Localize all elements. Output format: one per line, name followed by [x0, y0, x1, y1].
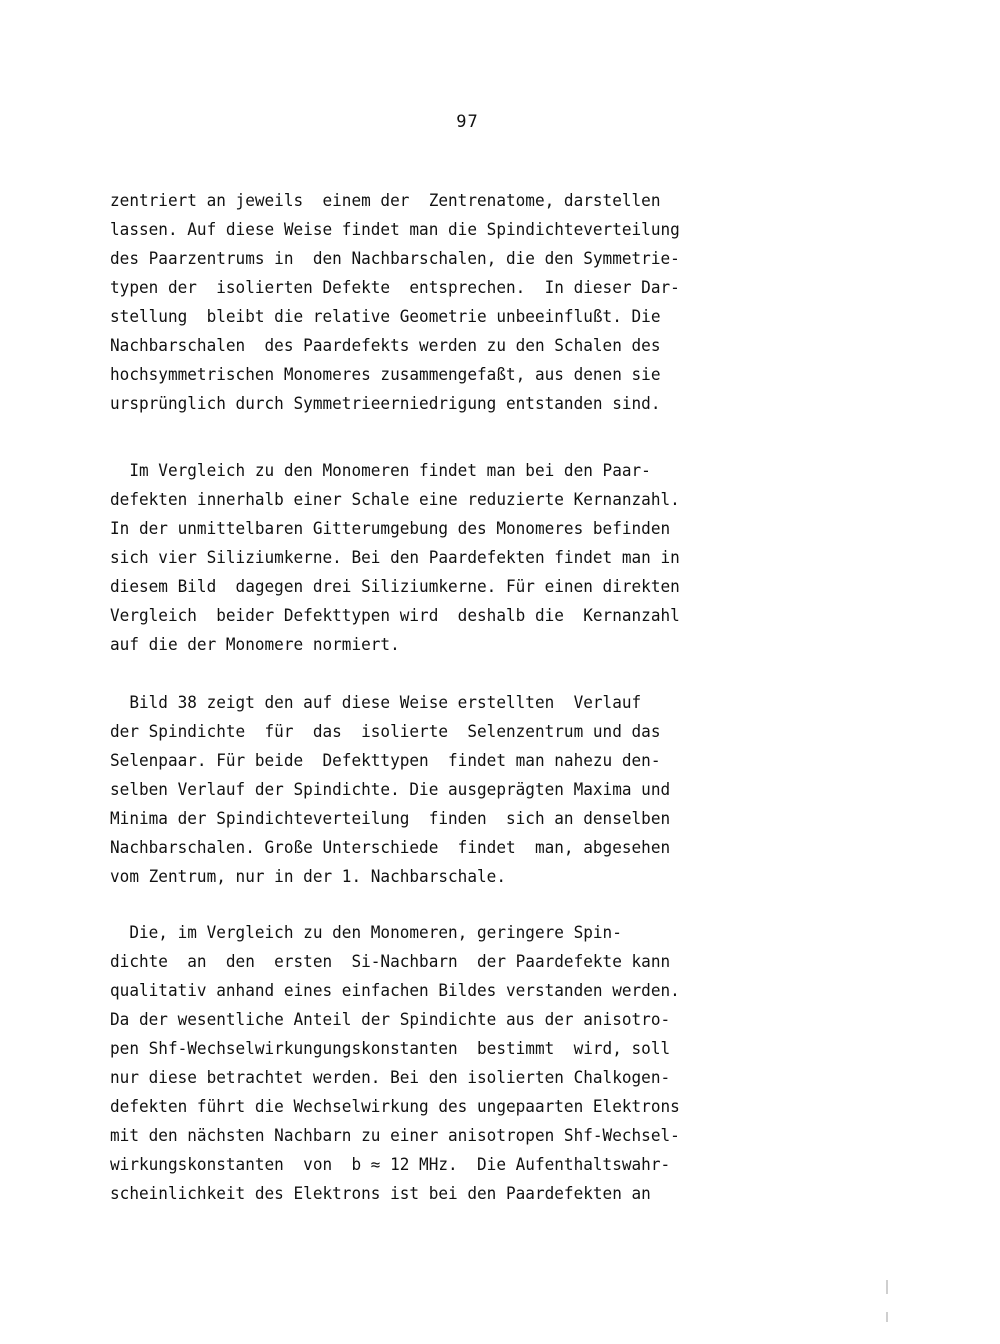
text-line: Vergleich beider Defekttypen wird deshalb die Kernanzahl: [110, 606, 680, 625]
paragraph-2: [110, 456, 830, 659]
text-line: defekten innerhalb einer Schale eine reduzierte Kernanzahl.: [110, 490, 680, 509]
text-line: scheinlichkeit des Elektrons ist bei den Paardefekten an: [110, 1184, 651, 1203]
text-line: Nachbarschalen des Paardefekts werden zu den Schalen des: [110, 336, 661, 355]
paragraph-1: [110, 186, 830, 418]
text-line: Selenpaar. Für beide Defekttypen findet man nahezu den-: [110, 751, 661, 770]
text-line: wirkungskonstanten von b ≈ 12 MHz. Die Aufenthaltswahr-: [110, 1155, 671, 1174]
text-line: defekten führt die Wechselwirkung des ungepaarten Elektrons: [110, 1097, 680, 1116]
text-line: Nachbarschalen. Große Unterschiede findet man, abgesehen: [110, 838, 671, 857]
text-line: nur diese betrachtet werden. Bei den isolierten Chalkogen-: [110, 1068, 671, 1087]
text-line: selben Verlauf der Spindichte. Die ausgeprägten Maxima und: [110, 780, 671, 799]
text-line: In der unmittelbaren Gitterumgebung des Monomeres befinden: [110, 519, 671, 538]
text-line: hochsymmetrischen Monomeres zusammengefaßt, aus denen sie: [110, 365, 661, 384]
text-line: der Spindichte für das isolierte Selenzentrum und das: [110, 722, 661, 741]
text-line: Minima der Spindichteverteilung finden sich an denselben: [110, 809, 671, 828]
text-line: pen Shf-Wechselwirkungungskonstanten bestimmt wird, soll: [110, 1039, 671, 1058]
text-line: Im Vergleich zu den Monomeren findet man bei den Paar-: [110, 461, 651, 480]
scan-speck: [886, 1280, 888, 1294]
text-line: des Paarzentrums in den Nachbarschalen, die den Symmetrie-: [110, 249, 680, 268]
text-line: Da der wesentliche Anteil der Spindichte aus der anisotro-: [110, 1010, 671, 1029]
text-line: ursprünglich durch Symmetrieerniedrigung entstanden sind.: [110, 394, 661, 413]
text-line: stellung bleibt die relative Geometrie unbeeinflußt. Die: [110, 307, 661, 326]
paragraph-4: [110, 918, 830, 1208]
text-line: qualitativ anhand eines einfachen Bildes verstanden werden.: [110, 981, 680, 1000]
paragraph-3: [110, 688, 830, 891]
text-line: sich vier Siliziumkerne. Bei den Paardefekten findet man in: [110, 548, 680, 567]
page-number: 97: [456, 112, 479, 132]
text-line: Bild 38 zeigt den auf diese Weise erstellten Verlauf: [110, 693, 642, 712]
text-line: auf die der Monomere normiert.: [110, 635, 400, 654]
text-line: zentriert an jeweils einem der Zentrenatome, darstellen: [110, 191, 661, 210]
scan-speck: [886, 1312, 888, 1322]
text-line: lassen. Auf diese Weise findet man die Spindichteverteilung: [110, 220, 680, 239]
text-line: diesem Bild dagegen drei Siliziumkerne. Für einen direkten: [110, 577, 680, 596]
text-line: vom Zentrum, nur in der 1. Nachbarschale.: [110, 867, 506, 886]
text-line: typen der isolierten Defekte entsprechen. In dieser Dar-: [110, 278, 680, 297]
text-line: mit den nächsten Nachbarn zu einer anisotropen Shf-Wechsel-: [110, 1126, 680, 1145]
text-line: dichte an den ersten Si-Nachbarn der Paardefekte kann: [110, 952, 671, 971]
text-line: Die, im Vergleich zu den Monomeren, geringere Spin-: [110, 923, 622, 942]
